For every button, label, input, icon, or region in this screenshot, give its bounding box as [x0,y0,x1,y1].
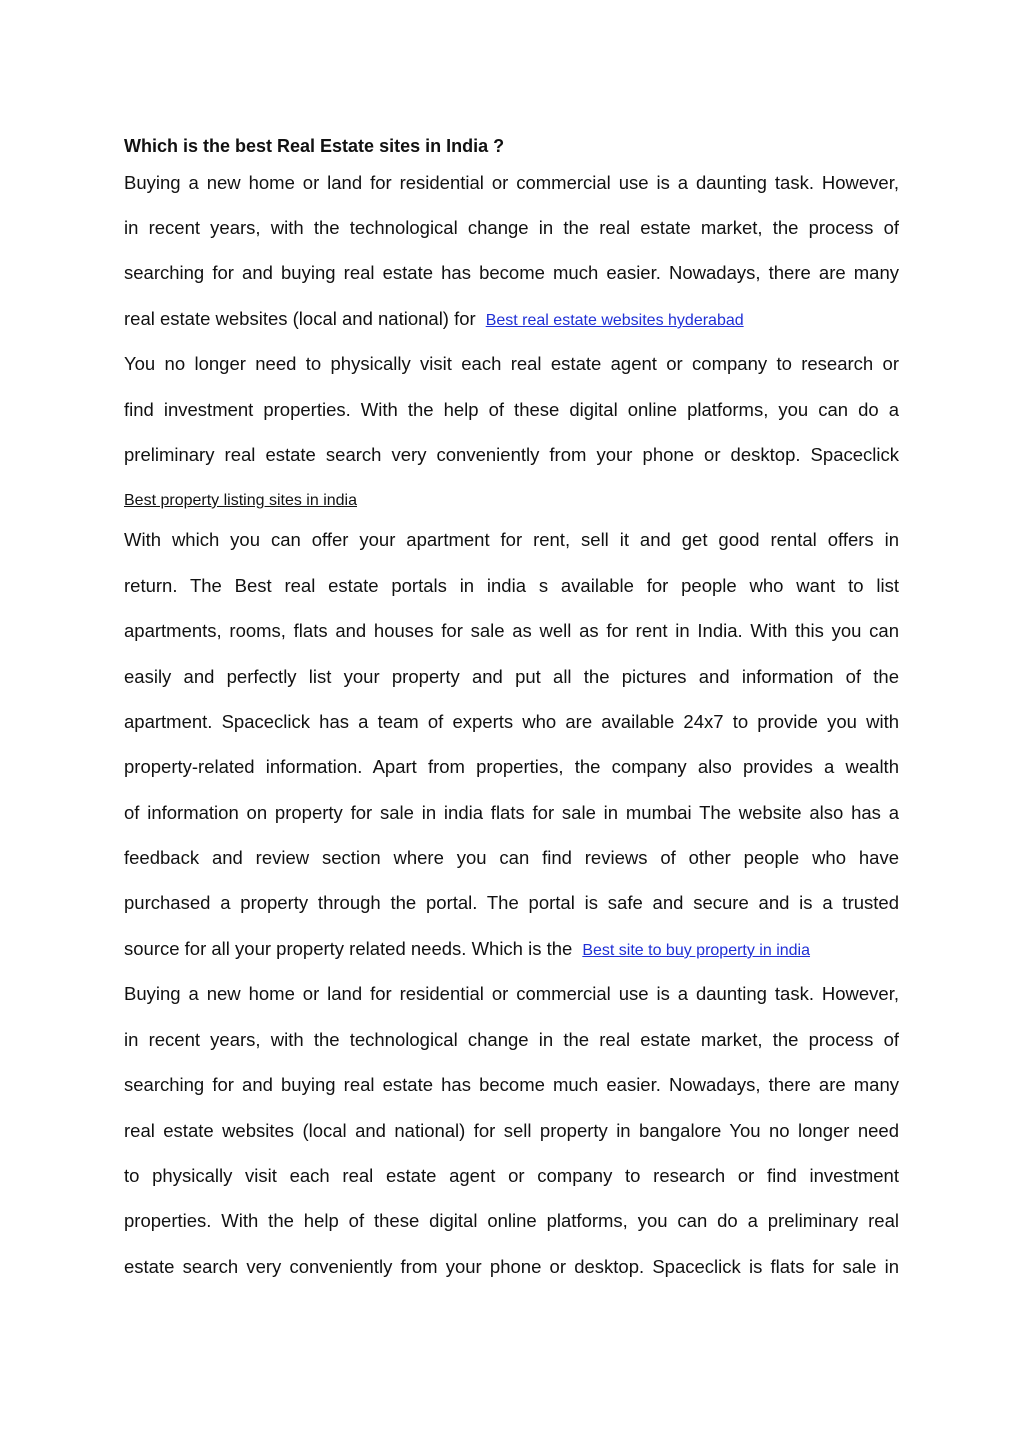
paragraph-line: find investment properties. With the help of these digital online platforms, you can do a [124,399,899,420]
paragraph-line: Buying a new home or land for residential or commercial use is a daunting task. However, [124,983,899,1004]
paragraph-line: return. The Best real estate portals in india s available for people who want to list [124,575,899,596]
paragraph-line: to physically visit each real estate agent or company to research or find investment [124,1165,899,1186]
paragraph-line: of information on property for sale in india flats for sale in mumbai The website also has a [124,802,899,823]
document-page [124,0,899,1447]
paragraph-line: estate search very conveniently from your phone or desktop. Spaceclick is flats for sale in [124,1256,899,1277]
paragraph-line: apartments, rooms, flats and houses for sale as well as for rent in India. With this you can [124,620,899,641]
paragraph-line: real estate websites (local and national) for sell property in bangalore You no longer need [124,1120,899,1141]
paragraph-line: purchased a property through the portal. The portal is safe and secure and is a trusted [124,892,899,913]
paragraph-line: searching for and buying real estate has become much easier. Nowadays, there are many [124,1074,899,1095]
paragraph-line: You no longer need to physically visit each real estate agent or company to research or [124,353,899,374]
paragraph-line: feedback and review section where you can find reviews of other people who have [124,847,899,868]
paragraph-line: preliminary real estate search very conveniently from your phone or desktop. Spaceclick [124,444,899,465]
paragraph-line: property-related information. Apart from properties, the company also provides a wealth [124,756,899,777]
paragraph-line: Buying a new home or land for residential or commercial use is a daunting task. However, [124,172,899,193]
paragraph-line-with-link [124,307,899,333]
link-best-property-listing-sites-in-india[interactable]: Best property listing sites in india [124,492,357,509]
link-best-real-estate-websites-hyderabad[interactable]: Best real estate websites hyderabad [485,312,744,329]
paragraph-line-with-link [124,937,899,963]
link-best-site-to-buy-property-in-india[interactable]: Best site to buy property in india [582,942,811,959]
paragraph-line: apartment. Spaceclick has a team of experts who are available 24x7 to provide you with [124,711,899,732]
paragraph-line: in recent years, with the technological change in the real estate market, the process of [124,1029,899,1050]
page-title: Which is the best Real Estate sites in India ? [124,136,505,156]
paragraph-line: With which you can offer your apartment for rent, sell it and get good rental offers in [124,529,899,550]
paragraph-line: in recent years, with the technological change in the real estate market, the process of [124,217,899,238]
paragraph-line-with-link [124,487,899,513]
paragraph-line: properties. With the help of these digital online platforms, you can do a preliminary real [124,1210,899,1231]
paragraph-text: real estate websites (local and national) for [124,308,476,329]
paragraph-line: searching for and buying real estate has become much easier. Nowadays, there are many [124,262,899,283]
paragraph-line: easily and perfectly list your property and put all the pictures and information of the [124,666,899,687]
paragraph-text: source for all your property related needs. Which is the [124,938,573,959]
